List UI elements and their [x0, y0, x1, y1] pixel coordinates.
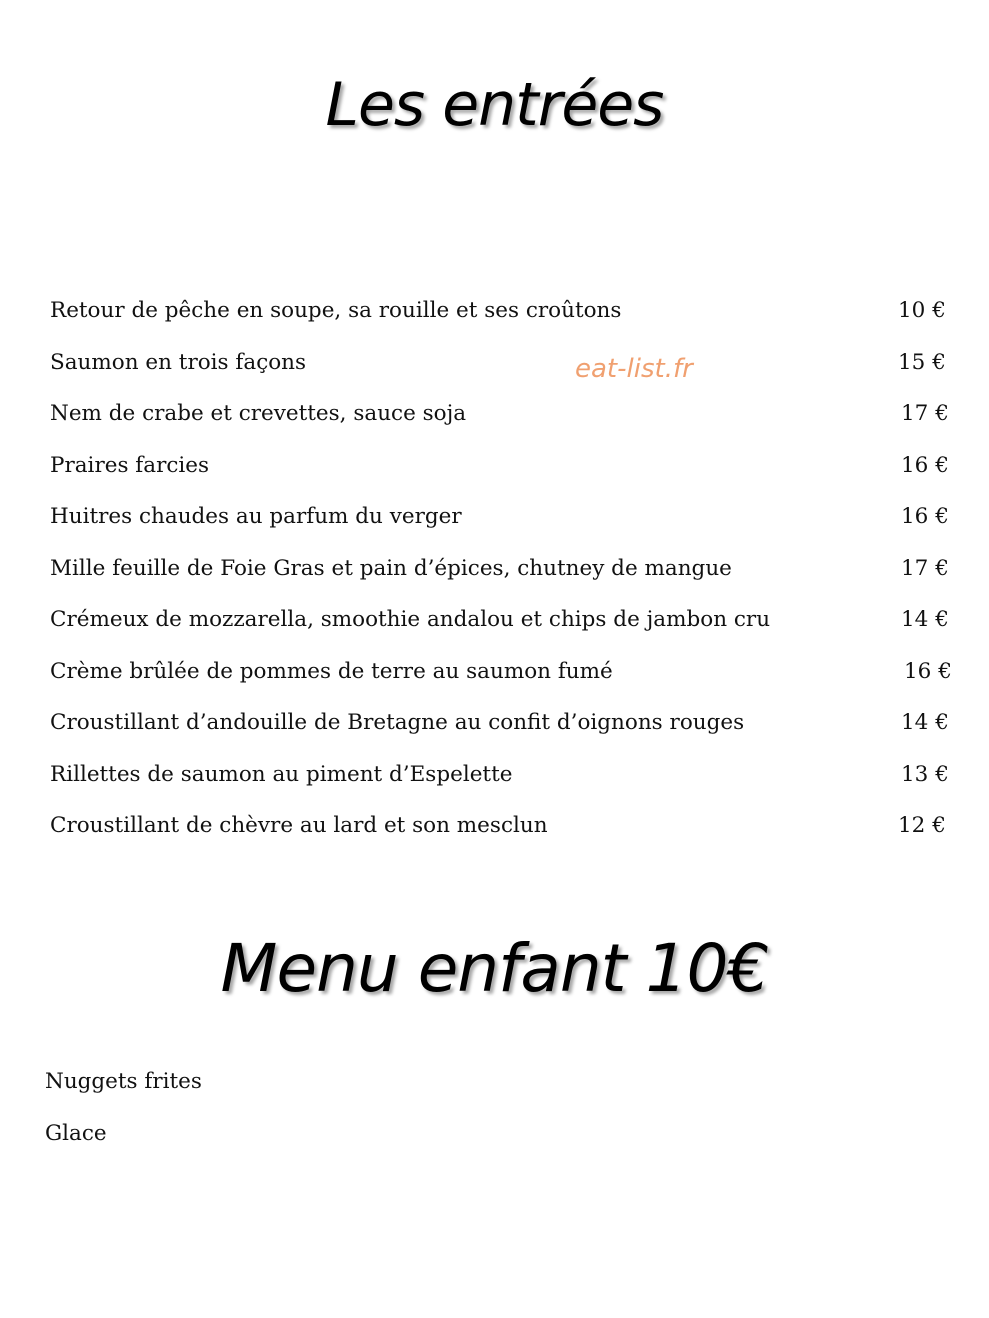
- list-item: Glace: [45, 1120, 107, 1146]
- dish-price: 17 €: [901, 401, 949, 426]
- dish-name: Retour de pêche en soupe, sa rouille et ses croûtons: [50, 298, 622, 323]
- dish-price: 12 €: [898, 813, 946, 838]
- dish-name: Crémeux de mozzarella, smoothie andalou et chips de jambon cru: [50, 607, 771, 632]
- dish-price: 14 €: [901, 710, 949, 735]
- menu-item: [50, 449, 950, 501]
- menu-item: [50, 809, 950, 861]
- dish-price: 14 €: [901, 607, 949, 632]
- dish-price: 13 €: [901, 761, 949, 787]
- dish-price: 15 €: [898, 349, 946, 375]
- entrees-list: [50, 294, 950, 861]
- dish-price: 16 €: [904, 658, 952, 684]
- menu-item: [50, 758, 950, 810]
- dish-name: Croustillant de chèvre au lard et son mesclun: [50, 813, 548, 838]
- dish-name: Nem de crabe et crevettes, sauce soja: [50, 401, 467, 426]
- dish-name: Croustillant d’andouille de Bretagne au confit d’oignons rouges: [50, 710, 745, 735]
- menu-item: [50, 294, 950, 346]
- menu-item: [50, 655, 950, 707]
- menu-item: [50, 706, 950, 758]
- dish-name: Huitres chaudes au parfum du verger: [50, 504, 462, 529]
- menu-item: [50, 346, 950, 398]
- dish-name: Rillettes de saumon au piment d’Espelette: [50, 761, 513, 787]
- menu-item: [50, 552, 950, 604]
- menu-item: [50, 603, 950, 655]
- dish-name: Mille feuille de Foie Gras et pain d’épices, chutney de mangue: [50, 555, 732, 581]
- menu-enfant-title: Menu enfant 10€: [220, 930, 769, 1007]
- dish-price: 10 €: [898, 298, 946, 323]
- menu-item: [50, 397, 950, 449]
- menu-enfant-list: [45, 1064, 202, 1167]
- entrees-title: Les entrées: [325, 70, 664, 140]
- menu-item: [50, 500, 950, 552]
- dish-price: 16 €: [901, 504, 949, 529]
- dish-name: Praires farcies: [50, 452, 210, 478]
- watermark: eat-list.fr: [575, 354, 693, 384]
- dish-name: Crème brûlée de pommes de terre au saumon fumé: [50, 658, 613, 684]
- dish-price: 17 €: [901, 555, 949, 581]
- dish-name: Saumon en trois façons: [50, 349, 307, 375]
- list-item: Nuggets frites: [45, 1069, 202, 1094]
- dish-price: 16 €: [901, 452, 949, 478]
